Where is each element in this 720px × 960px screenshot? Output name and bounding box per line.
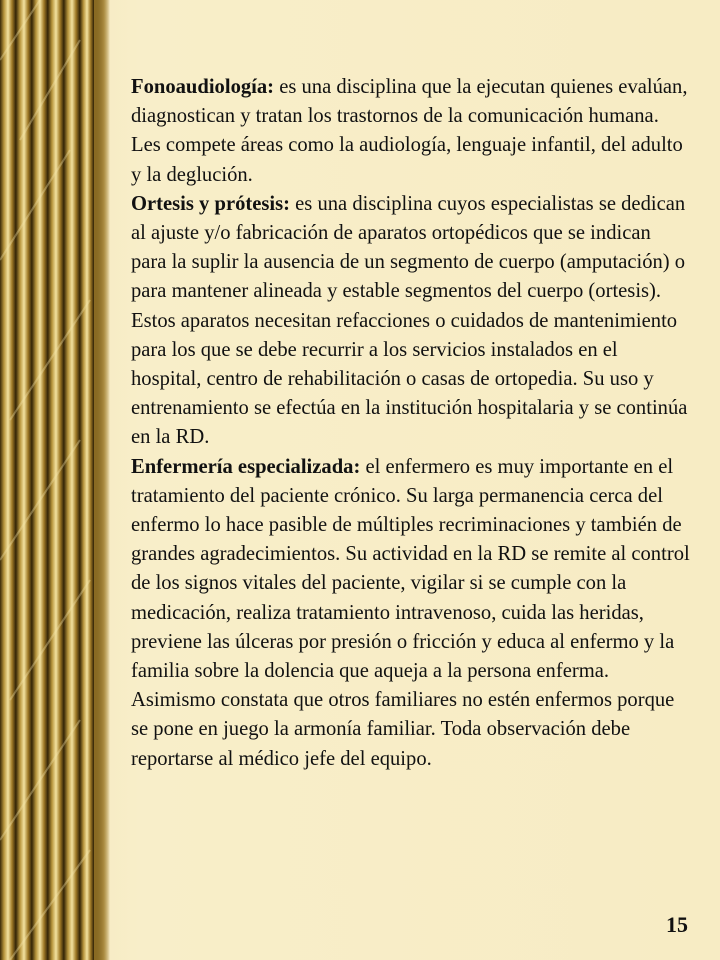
definition-fonoaudiologia: es una disciplina que la ejecutan quienes evalúan, diagnostican y tratan los trastornos de la comunicación humana. Les compete áreas como la audiología, lenguaje infantil, del adulto y la deglución. [131,76,688,186]
term-fonoaudiologia: Fonoaudiología: [131,76,275,98]
term-ortesis-protesis: Ortesis y prótesis: [131,192,290,215]
paragraph-fonoaudiologia [131,73,691,190]
definition-enfermeria: el enfermero es muy importante en el tratamiento del paciente crónico. Su larga permanencia cerca del enfermo lo hace pasible de múltiples recriminaciones y también de grandes agradecimientos. Su actividad en la RD se remite al control de los signos vitales del paciente, vigilar si se cumple con la medicación, realiza tratamiento intravenoso, cuida las heridas, previene las úlceras por presión o fricción y educa al enfermo y la familia sobre la dolencia que aqueja a la persona enferma. Asimismo constata que otros familiares no estén enfermos porque se pone en juego la armonía familiar. Toda observación debe reportarse al médico jefe del equipo. [131,455,690,770]
decorative-column-border [0,0,110,960]
body-text [131,73,691,774]
paragraph-ortesis-protesis [131,190,691,453]
definition-ortesis-protesis: es una disciplina cuyos especialistas se dedican al ajuste y/o fabricación de aparatos ortopédicos que se indican para la suplir la ausencia de un segmento de cuerpo (amputación) o para mantener alineada y estable segmentos del cuerpo (ortesis). Estos aparatos necesitan refacciones o cuidados de mantenimiento para los que se debe recurrir a los servicios instalados en el hospital, centro de rehabilitación o casas de ortopedia. Su uso y entrenamiento se efectúa en la institución hospitalaria y se continúa en la RD. [131,192,688,449]
term-enfermeria: Enfermería especializada: [131,455,361,478]
page-number: 15 [666,912,688,937]
paragraph-enfermeria [131,453,691,774]
